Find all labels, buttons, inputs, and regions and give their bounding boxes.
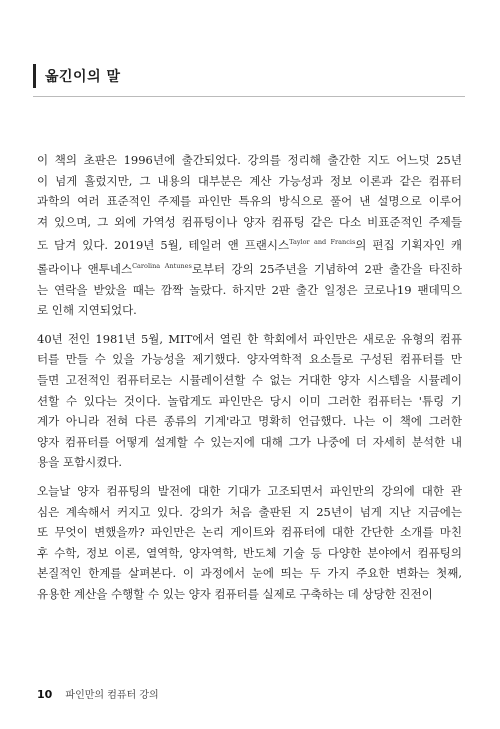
line-text: 져 있으며, 그 외에 가역성 컴퓨팅이나 양자 컴퓨팅 같은 다소 비표준적인 주제들: [37, 214, 462, 229]
original-name-superscript: Taylor and Francis: [289, 238, 356, 247]
text-line: [37, 150, 462, 171]
line-text: 들면 고전적인 컴퓨터로는 시뮬레이션할 수 없는 거대한 양자 시스템을 시뮬레이: [37, 372, 462, 387]
page-number: 10: [37, 688, 53, 701]
line-text: 용을 포함시켰다.: [37, 455, 123, 470]
paragraph: [37, 150, 462, 321]
chapter-title: 옮긴이의 말: [45, 69, 121, 85]
text-line: [37, 232, 462, 256]
line-text: 오늘날 양자 컴퓨팅의 발전에 대한 기대가 고조되면서 파인만의 강의에 대한 관: [37, 483, 462, 498]
text-line: [37, 256, 462, 280]
paragraph: [37, 329, 462, 473]
line-text: 로 인해 지연되었다.: [37, 303, 137, 318]
text-line: [37, 502, 462, 523]
text-line: [37, 171, 462, 192]
text-line: [37, 349, 462, 370]
text-line: [37, 280, 462, 301]
line-text: 이 책의 초판은 1996년에 출간되었다. 강의를 정리해 출간한 지도 어느덧 25년: [37, 153, 462, 167]
chapter-header: [33, 60, 465, 92]
text-line: [37, 584, 462, 605]
line-text-continued: 의 편집 기획자인 캐: [355, 238, 462, 253]
line-text: 후 수학, 정보 이론, 열역학, 양자역학, 반도체 기술 등 다양한 분야에서 컴퓨팅의: [37, 545, 462, 560]
page-footer: [37, 683, 159, 703]
original-name-superscript: Carolina Antunes: [132, 261, 192, 270]
text-line: [37, 452, 462, 473]
text-line: [37, 191, 462, 212]
running-book-title: 파인만의 컴퓨터 강의: [65, 690, 159, 701]
line-text: 션할 수 있다는 것이다. 놀랍게도 파인만은 당시 이미 그러한 컴퓨터는 '튜링 기: [37, 393, 462, 408]
line-text: 도 담겨 있다. 2019년 5월, 테일러 앤 프랜시스: [37, 238, 290, 253]
line-text: 이 넘게 흘렀지만, 그 내용의 대부분은 계산 가능성과 정보 이론과 같은 컴퓨터: [37, 173, 462, 188]
line-text: 심은 계속해서 커지고 있다. 강의가 처음 출판된 지 25년이 넘게 지난 지금에는: [37, 504, 462, 519]
text-line: [37, 329, 462, 350]
text-line: [37, 300, 462, 321]
body-text: [37, 150, 462, 612]
line-text: 양자 컴퓨터를 어떻게 설계할 수 있는지에 대해 그가 나중에 더 자세히 분석한 내: [37, 434, 462, 449]
header-divider: [33, 96, 465, 97]
header-accent-bar: [33, 64, 36, 88]
line-text: 또 무엇이 변했을까? 파인만은 논리 게이트와 컴퓨터에 대한 간단한 소개를 마친: [37, 525, 462, 540]
text-line: [37, 411, 462, 432]
text-line: [37, 522, 462, 543]
text-line: [37, 432, 462, 453]
text-line: [37, 563, 462, 584]
line-text-continued: 로부터 강의 25주년을 기념하여 2판 출간을 타진하: [191, 261, 462, 276]
text-line: [37, 391, 462, 412]
line-text: 본질적인 한계를 살펴본다. 이 과정에서 눈에 띄는 두 가지 주요한 변화는 첫째,: [37, 566, 462, 581]
text-line: [37, 212, 462, 233]
paragraph: [37, 481, 462, 605]
text-line: [37, 543, 462, 564]
line-text: 과학의 여러 표준적인 주제를 파인만 특유의 방식으로 풀어 낸 설명으로 이루어: [37, 194, 462, 209]
text-line: [37, 481, 462, 502]
line-text: 40년 전인 1981년 5월, MIT에서 열린 한 학회에서 파인만은 새로운 유형의 컴퓨: [37, 331, 462, 346]
line-text: 터를 만들 수 있을 가능성을 제기했다. 양자역학적 요소들로 구성된 컴퓨터를 만: [37, 352, 462, 367]
line-text: 는 연락을 받았을 때는 깜짝 놀랐다. 하지만 2판 출간 일정은 코로나19 팬데믹으: [37, 282, 462, 297]
line-text: 롤라이나 앤투네스: [37, 261, 133, 276]
line-text: 계가 아니라 전혀 다른 종류의 기계'라고 명확히 언급했다. 나는 이 책에 그러한: [37, 414, 462, 429]
line-text: 유용한 계산을 수행할 수 있는 양자 컴퓨터를 실제로 구축하는 데 상당한 진전이: [37, 586, 433, 601]
text-line: [37, 370, 462, 391]
